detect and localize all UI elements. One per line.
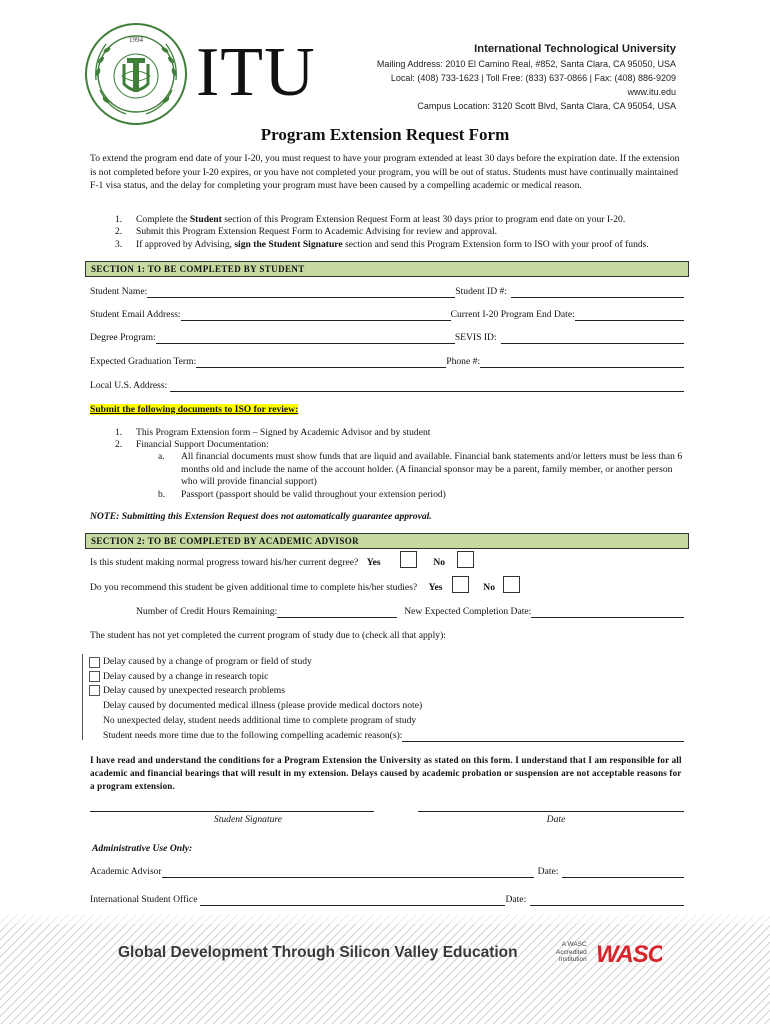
delay-option-change-program: Delay caused by a change of program or field of study	[103, 656, 312, 667]
student-email-label: Student Email Address:	[90, 309, 181, 320]
recommend-yes-checkbox[interactable]	[452, 576, 469, 593]
campus-location: Campus Location: 3120 Scott Blvd, Santa Clara, CA 95054, USA	[417, 101, 676, 111]
sevis-id-label: SEVIS ID:	[454, 332, 497, 343]
recommend-extension-question	[90, 582, 520, 594]
document-item: 2. Financial Support Documentation:	[115, 439, 269, 451]
student-signature-line[interactable]	[90, 811, 374, 812]
local-address-field[interactable]	[170, 382, 684, 392]
iso-field[interactable]	[200, 896, 505, 906]
step-item: 1. Complete the Student section of this Program Extension Request Form at least 30 days prior to program end date on your I-20.	[115, 214, 626, 225]
i20-end-date-field[interactable]	[575, 311, 684, 321]
submit-documents-heading: Submit the following documents to ISO for review:	[90, 404, 299, 415]
subdocument-item: b. Passport (passport should be valid throughout your extension period)	[158, 488, 446, 500]
academic-advisor-label: Academic Advisor	[90, 866, 162, 877]
wasc-accreditation-text: A WASC Accredited Institution	[556, 941, 587, 963]
footer-tagline: Global Development Through Silicon Valley Education	[118, 944, 518, 961]
section2-header: SECTION 2: TO BE COMPLETED BY ACADEMIC ADVISOR	[85, 533, 689, 549]
delay-checkbox-research-problems[interactable]	[89, 685, 100, 696]
itu-brand-wordmark: ITU	[196, 34, 316, 111]
not-completed-reason-intro: The student has not yet completed the current program of study due to (check all that apply):	[90, 630, 446, 641]
student-name-label: Student Name:	[90, 286, 148, 297]
financial-subitems	[90, 451, 684, 501]
student-id-label: Student ID #:	[455, 286, 507, 297]
other-reason-label: Student needs more time due to the following compelling academic reason(s):	[103, 730, 403, 741]
form-title: Program Extension Request Form	[260, 125, 510, 144]
documents-list	[90, 427, 684, 452]
student-name-field[interactable]	[147, 288, 455, 298]
recommend-label: Do you recommend this student be given additional time to complete his/her studies?	[90, 582, 418, 593]
academic-advisor-field[interactable]	[162, 868, 534, 878]
acknowledgement-statement: I have read and understand the conditions for a Program Extension the University as stated on this form. I understand that I am responsible for all academic and financial bearings that will result in my extension. Delays caused by academic probation or suspension are not acceptable reasons for a program extension.	[90, 755, 682, 791]
academic-advisor-row	[90, 866, 684, 878]
new-completion-date-label: New Expected Completion Date:	[404, 606, 532, 617]
svg-text:1994: 1994	[129, 36, 143, 44]
credit-hours-field[interactable]	[277, 608, 397, 618]
no-label: No	[433, 557, 446, 568]
degree-program-label: Degree Program:	[90, 332, 156, 343]
phone-numbers: Local: (408) 733-1623 | Toll Free: (833) 637-0866 | Fax: (408) 886-9209	[390, 73, 676, 83]
date-caption: Date	[546, 814, 566, 825]
credit-hours-label: Number of Credit Hours Remaining:	[136, 606, 278, 617]
local-address-label: Local U.S. Address:	[90, 380, 168, 391]
document-item: 1. This Program Extension form – Signed by Academic Advisor and by student	[115, 427, 431, 438]
admin-use-heading: Administrative Use Only:	[92, 843, 193, 854]
i20-end-date-label: Current I-20 Program End Date:	[450, 309, 575, 320]
no-label: No	[483, 582, 495, 593]
delay-checkbox-change-program[interactable]	[89, 657, 100, 668]
normal-progress-no-checkbox[interactable]	[457, 551, 474, 568]
wasc-logo	[596, 938, 662, 972]
student-name-row	[90, 286, 684, 298]
mailing-address: Mailing Address: 2010 El Camino Real, #852, Santa Clara, CA 95050, USA	[376, 59, 676, 69]
delay-option-other-reason	[103, 730, 684, 742]
degree-row	[90, 332, 684, 344]
delay-checkbox-research-topic[interactable]	[89, 671, 100, 682]
intro-paragraph: To extend the program end date of your I-20, you must request to have your program extended at least 30 days before the expiration date. If the extension is not completed before your I-20 expires, or you have not completed your program, you will be out of status. Students must have continually maintained F-1 visa status, and the delay for completing your program must have been caused by a compelling academic or medical reason.	[90, 153, 680, 191]
student-email-field[interactable]	[181, 311, 451, 321]
student-email-row	[90, 309, 684, 321]
other-reason-field[interactable]	[402, 732, 684, 742]
iso-date-field[interactable]	[530, 896, 684, 906]
student-signature-caption: Student Signature	[213, 814, 283, 825]
iso-row	[90, 894, 684, 906]
recommend-no-checkbox[interactable]	[503, 576, 520, 593]
iso-label: International Student Office	[90, 894, 198, 905]
normal-progress-label: Is this student making normal progress toward his/her current degree?	[90, 557, 359, 568]
section1-header: SECTION 1: TO BE COMPLETED BY STUDENT	[85, 261, 689, 277]
graduation-term-field[interactable]	[196, 358, 446, 368]
normal-progress-yes-checkbox[interactable]	[400, 551, 417, 568]
advisor-date-label: Date:	[537, 866, 559, 877]
delay-option-research-problems: Delay caused by unexpected research problems	[103, 685, 285, 696]
normal-progress-question	[90, 557, 474, 569]
approval-note: NOTE: Submitting this Extension Request does not automatically guarantee approval.	[90, 511, 432, 522]
delay-option-medical-illness[interactable]: Delay caused by documented medical illness (please provide medical doctors note)	[103, 700, 423, 711]
local-address-row	[90, 380, 684, 392]
phone-label: Phone #:	[446, 356, 481, 367]
yes-label: Yes	[366, 557, 381, 568]
sevis-id-field[interactable]	[501, 334, 684, 344]
itu-seal-logo	[82, 20, 190, 128]
subdocument-item: a. All financial documents must show funds that are liquid and available. Financial bank statements and/or letters must be less than 6 months old and include the name of the account holder. (A financial sponsor may be a parent, family member, or another person who will provide financial support)	[158, 451, 683, 487]
new-completion-date-field[interactable]	[531, 608, 684, 618]
credit-hours-row	[136, 606, 684, 618]
advisor-date-field[interactable]	[562, 868, 684, 878]
signature-date-line[interactable]	[418, 811, 684, 812]
step-item: 3. If approved by Advising, sign the Student Signature section and send this Program Extension form to ISO with your proof of funds.	[115, 238, 649, 250]
step-item: 2. Submit this Program Extension Request Form to Academic Advising for review and approval.	[115, 226, 498, 238]
graduation-term-label: Expected Graduation Term:	[90, 356, 197, 367]
website-link[interactable]: www.itu.edu	[627, 87, 676, 97]
graduation-row	[90, 356, 684, 368]
yes-label: Yes	[428, 582, 443, 593]
phone-field[interactable]	[480, 358, 684, 368]
delay-list-bracket	[82, 654, 88, 740]
svg-text:WASC: WASC	[596, 941, 662, 968]
delay-option-research-topic: Delay caused by a change in research topic	[103, 671, 269, 682]
delay-option-no-unexpected-delay[interactable]: No unexpected delay, student needs additional time to complete program of study	[103, 715, 417, 726]
instruction-steps	[90, 214, 684, 251]
institution-name: International Technological University	[474, 43, 676, 55]
degree-program-field[interactable]	[156, 334, 455, 344]
iso-date-label: Date:	[505, 894, 527, 905]
student-id-field[interactable]	[511, 288, 684, 298]
